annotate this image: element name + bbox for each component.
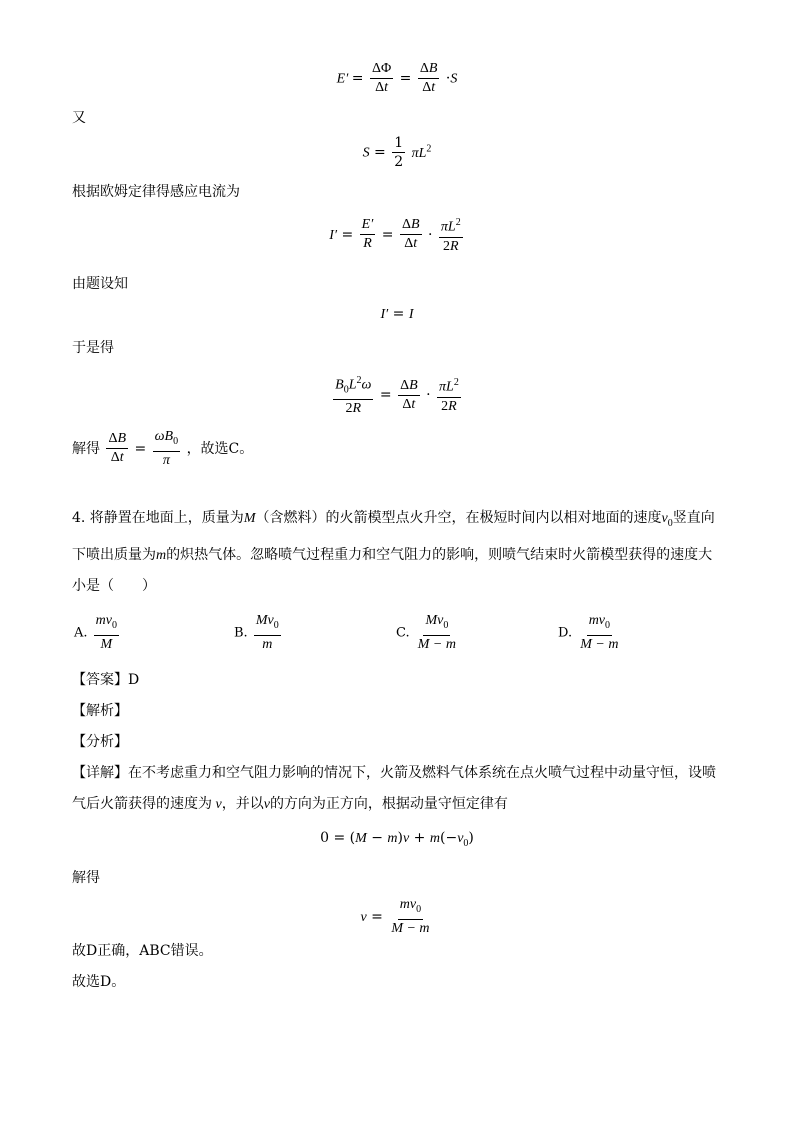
equation-velocity: v = $\frac{mv_0}{M - m}$	[360, 897, 430, 936]
detail-tag: 【详解】	[72, 765, 128, 781]
solve-prefix: 解得	[72, 440, 100, 457]
text-given: 由题设知	[72, 276, 128, 292]
text-therefore: 于是得	[72, 340, 114, 356]
equation-equal-current: I′ = I	[380, 306, 414, 322]
conclusion-1: 故D正确，ABC错误。	[72, 943, 213, 959]
text-solve-2: 解得	[72, 870, 100, 886]
detail-line-2: 气后火箭获得的速度为 v，并以v的方向为正方向，根据动量守恒定律有	[72, 796, 508, 812]
answer-value: D	[128, 672, 140, 688]
option-a: A. $\frac{mv_0}{M}$	[74, 613, 117, 652]
equation-area: S = $\frac{1}{2}$ $\pi L^2$	[362, 135, 432, 170]
option-b: B. $\frac{Mv_0}{m}$	[234, 613, 279, 652]
solve-suffix: ，故选C。	[186, 440, 254, 457]
answer-tag: 【答案】	[72, 672, 128, 688]
detail-line-1: 【详解】在不考虑重力和空气阻力影响的情况下，火箭及燃料气体系统在点火喷气过程中动量守恒，设喷	[72, 765, 716, 781]
question-4-line-3: 小是（ ）	[72, 578, 156, 594]
conclusion-2: 故选D。	[72, 974, 126, 990]
equation-balance: $\frac{B_0L^2\omega}{2R}$ = $\frac{\Delta B}{\Delta t}$ · $\frac{\pi L^2}{2R}$	[0, 372, 794, 418]
fenxi-tag: 【分析】	[72, 734, 128, 750]
question-4-line-1: 4. 将静置在地面上，质量为M（含燃料）的火箭模型点火升空，在极短时间内以相对地面的速度$v_0$竖直向	[72, 510, 715, 529]
equation-momentum: $0 = (M - m)v + m(-v_0)$	[320, 830, 474, 849]
text-ohm-intro: 根据欧姆定律得感应电流为	[72, 184, 240, 200]
analysis-tag: 【解析】	[72, 703, 128, 719]
option-c: C. $\frac{Mv_0}{M - m}$	[396, 613, 456, 652]
text-you: 又	[72, 110, 86, 126]
answer-line	[72, 670, 139, 690]
equation-emf: E′ = $\frac{\Delta\Phi}{\Delta t}$ = $\frac{\Delta B}{\Delta t}$ ·S	[336, 61, 458, 95]
solution-line-1: 解得 $\frac{\Delta B}{\Delta t}$ = $\frac{\omega B_0}{\pi}$ ，故选C。	[72, 429, 254, 468]
question-4-line-2: 下喷出质量为m的炽热气体。忽略喷气过程重力和空气阻力的影响，则喷气结束时火箭模型获得的速度大	[72, 547, 713, 563]
option-d: D. $\frac{mv_0}{M - m}$	[558, 613, 619, 652]
equation-current: I′ = $\frac{E'}{R}$ = $\frac{\Delta B}{\Delta t}$ · $\frac{\pi L^2}{2R}$	[0, 214, 794, 256]
